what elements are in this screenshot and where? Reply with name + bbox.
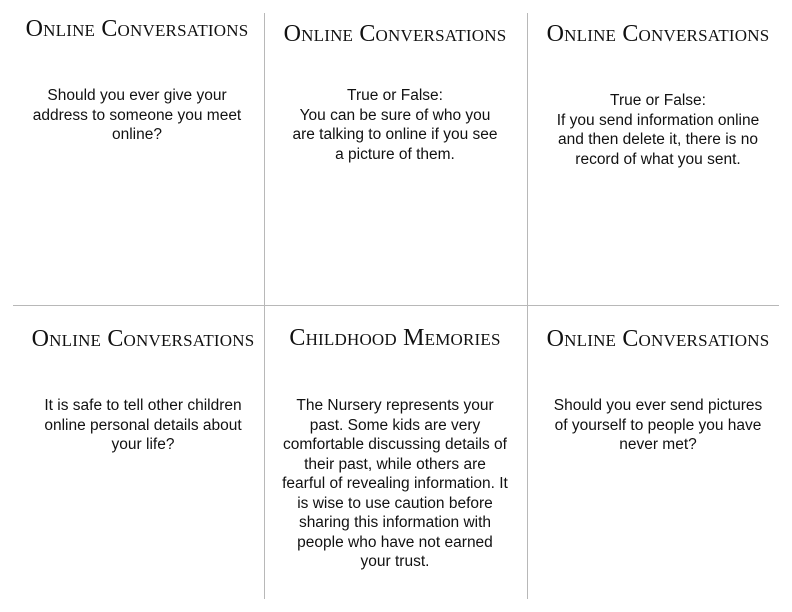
card-2 [264, 0, 526, 305]
card-title: Online Conversations [546, 21, 770, 47]
card-5 [264, 306, 526, 599]
card-1 [6, 0, 268, 305]
card-title: Online Conversations [283, 21, 507, 47]
card-question: True or False: You can be sure of who you are talking to online if you see a picture of them. [292, 87, 498, 163]
card-3 [527, 0, 789, 305]
card-question: It is safe to tell other children online personal details about your life? [44, 397, 242, 453]
card-question: Should you ever give your address to someone you meet online? [32, 87, 242, 143]
card-question: True or False: If you send information online and then delete it, there is no record of what you sent. [556, 92, 760, 168]
card-4 [12, 306, 274, 599]
card-question: The Nursery represents your past. Some kids are very comfortable discussing details of their past, while others are fearful of revealing information. It is wise to use caution before sharing this information with people who have not earned your trust. [282, 397, 508, 570]
card-title: Online Conversations [25, 16, 249, 42]
card-6 [527, 306, 789, 599]
card-title: Childhood Memories [289, 325, 501, 351]
card-question: Should you ever send pictures of yourself to people you have never met? [553, 397, 763, 453]
card-title: Online Conversations [546, 326, 770, 352]
card-title: Online Conversations [31, 326, 255, 352]
